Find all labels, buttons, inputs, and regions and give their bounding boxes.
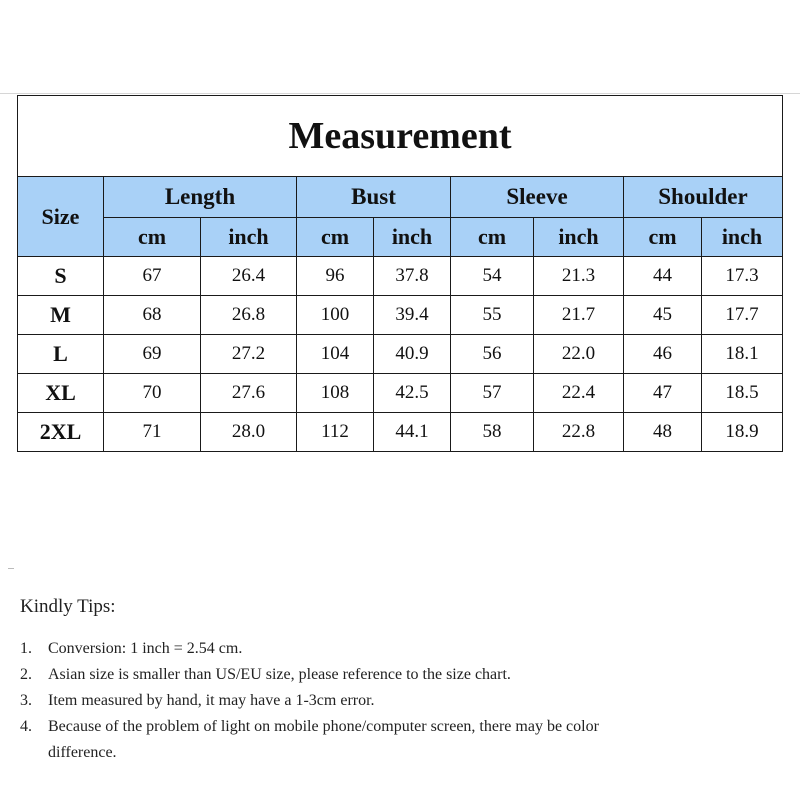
unit-header: cm [297, 218, 374, 257]
tip-text: Because of the problem of light on mobile phone/computer screen, there may be color difference. [48, 718, 599, 761]
tip-text: Asian size is smaller than US/EU size, please reference to the size chart. [48, 666, 511, 683]
measurement-cell: 22.8 [534, 413, 624, 452]
size-column-header: Size [18, 177, 104, 257]
table-row [18, 335, 783, 374]
measurement-cell: 18.1 [702, 335, 783, 374]
measurement-cell: 57 [451, 374, 534, 413]
divider-mark [8, 568, 14, 569]
tip-number: 3. [20, 692, 32, 709]
tip-item [20, 714, 668, 766]
tips-list [20, 636, 668, 766]
unit-header: cm [104, 218, 201, 257]
measurement-cell: 26.8 [201, 296, 297, 335]
tip-item [20, 688, 668, 714]
measurement-cell: 17.7 [702, 296, 783, 335]
measurement-cell: 112 [297, 413, 374, 452]
measurement-cell: 100 [297, 296, 374, 335]
measurement-cell: 40.9 [374, 335, 451, 374]
measurement-cell: 26.4 [201, 257, 297, 296]
tip-number: 4. [20, 718, 32, 735]
size-label: XL [18, 374, 104, 413]
size-chart-table [17, 95, 783, 452]
measurement-cell: 44.1 [374, 413, 451, 452]
size-label: S [18, 257, 104, 296]
measurement-cell: 70 [104, 374, 201, 413]
measurement-cell: 68 [104, 296, 201, 335]
measurement-cell: 22.4 [534, 374, 624, 413]
measurement-cell: 69 [104, 335, 201, 374]
measurement-cell: 45 [624, 296, 702, 335]
table-row [18, 296, 783, 335]
kindly-tips [20, 596, 668, 766]
measurement-cell: 58 [451, 413, 534, 452]
top-divider [0, 93, 800, 94]
tip-text: Conversion: 1 inch = 2.54 cm. [48, 640, 243, 657]
length-header: Length [104, 177, 297, 218]
measurement-cell: 55 [451, 296, 534, 335]
measurement-cell: 42.5 [374, 374, 451, 413]
size-label: M [18, 296, 104, 335]
tip-text: Item measured by hand, it may have a 1-3cm error. [48, 692, 375, 709]
shoulder-header: Shoulder [624, 177, 783, 218]
table-row [18, 257, 783, 296]
measurement-cell: 39.4 [374, 296, 451, 335]
unit-header: inch [201, 218, 297, 257]
measurement-cell: 22.0 [534, 335, 624, 374]
sleeve-header: Sleeve [451, 177, 624, 218]
measurement-cell: 28.0 [201, 413, 297, 452]
measurement-cell: 104 [297, 335, 374, 374]
measurement-cell: 71 [104, 413, 201, 452]
table-row [18, 413, 783, 452]
measurement-cell: 47 [624, 374, 702, 413]
measurement-cell: 27.2 [201, 335, 297, 374]
tips-title: Kindly Tips: [20, 596, 116, 617]
size-label: 2XL [18, 413, 104, 452]
measurement-cell: 56 [451, 335, 534, 374]
measurement-cell: 108 [297, 374, 374, 413]
measurement-cell: 46 [624, 335, 702, 374]
tip-item [20, 636, 668, 662]
tip-item [20, 662, 668, 688]
tip-number: 1. [20, 640, 32, 657]
measurement-cell: 54 [451, 257, 534, 296]
measurement-cell: 27.6 [201, 374, 297, 413]
table-row [18, 374, 783, 413]
measurement-cell: 17.3 [702, 257, 783, 296]
measurement-cell: 21.3 [534, 257, 624, 296]
unit-header: inch [374, 218, 451, 257]
unit-header: cm [451, 218, 534, 257]
measurement-cell: 96 [297, 257, 374, 296]
measurement-cell: 18.9 [702, 413, 783, 452]
measurement-cell: 21.7 [534, 296, 624, 335]
tip-number: 2. [20, 666, 32, 683]
bust-header: Bust [297, 177, 451, 218]
unit-header: cm [624, 218, 702, 257]
table-body [18, 257, 783, 452]
measurement-cell: 44 [624, 257, 702, 296]
measurement-cell: 37.8 [374, 257, 451, 296]
unit-header: inch [534, 218, 624, 257]
table-title: Measurement [18, 96, 783, 177]
measurement-cell: 67 [104, 257, 201, 296]
unit-header: inch [702, 218, 783, 257]
size-label: L [18, 335, 104, 374]
measurement-cell: 18.5 [702, 374, 783, 413]
measurement-cell: 48 [624, 413, 702, 452]
